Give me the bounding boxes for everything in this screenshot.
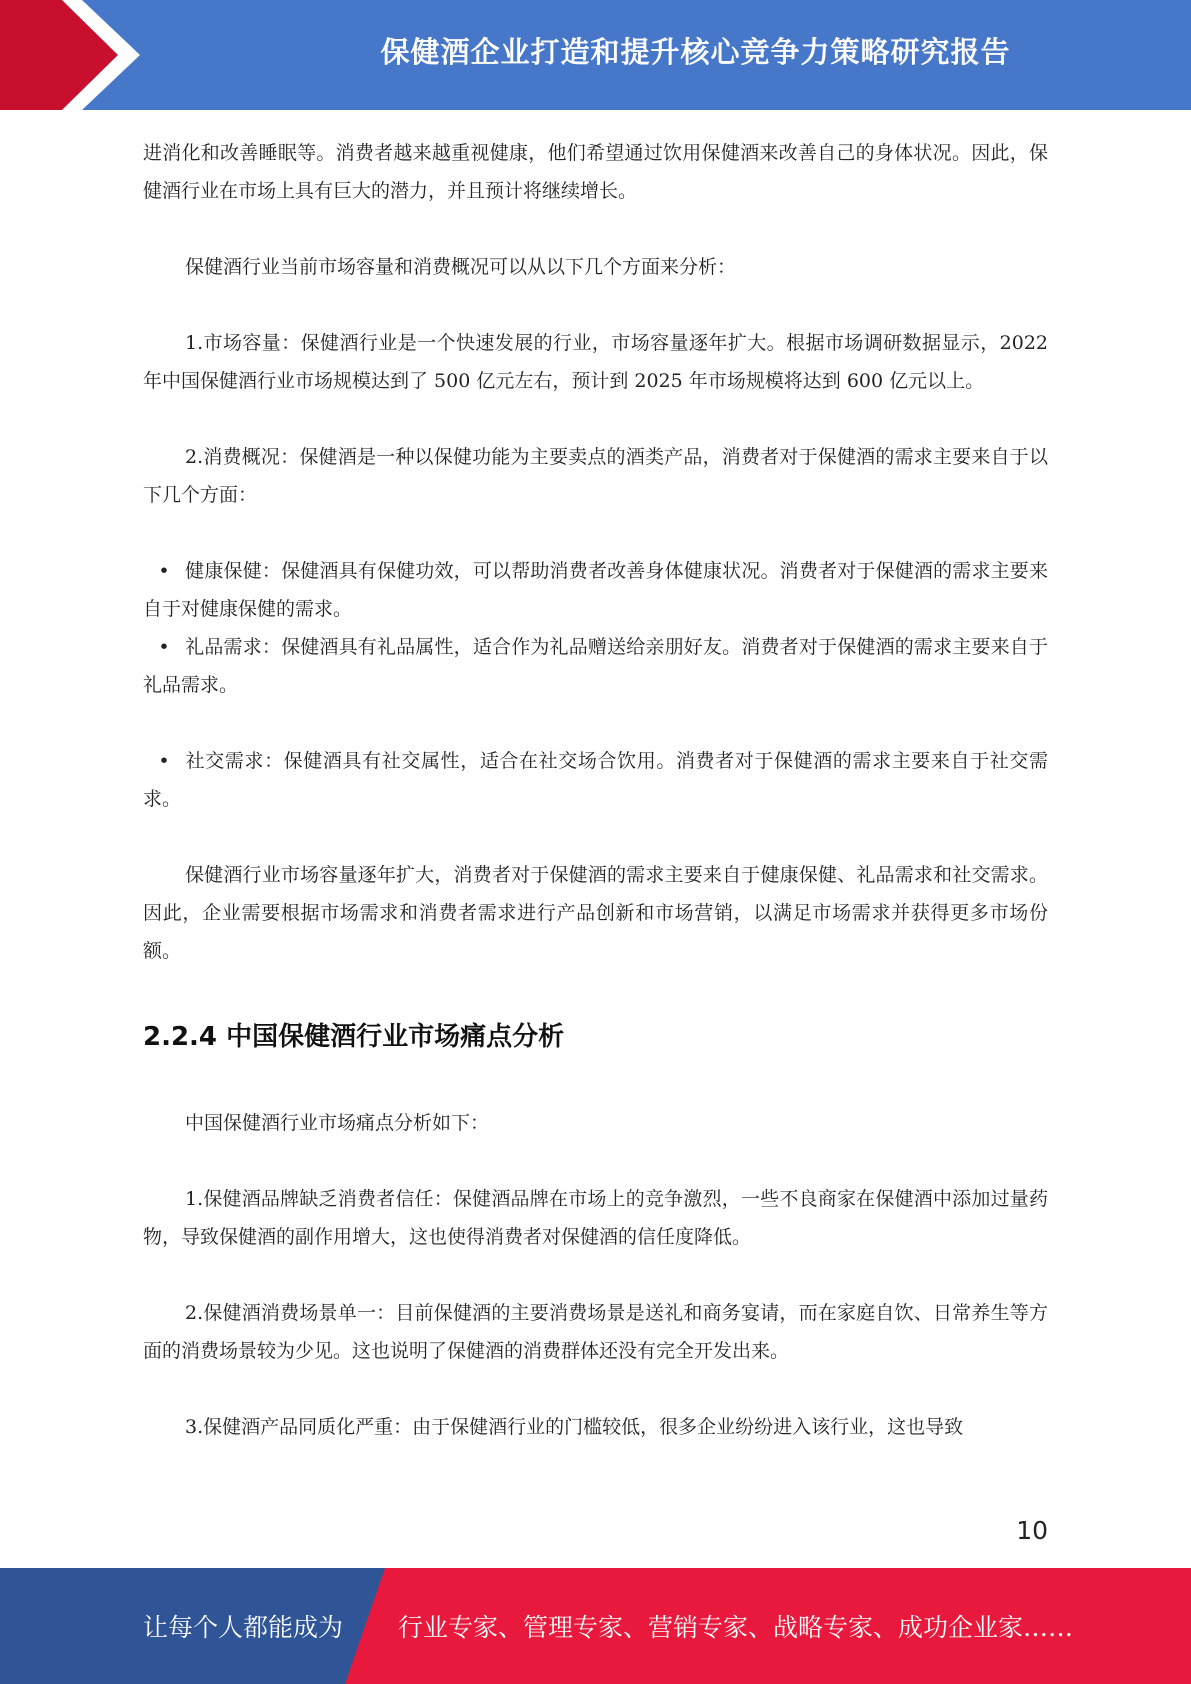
bullet-marker: •	[158, 750, 170, 772]
paragraph-2: 保健酒行业当前市场容量和消费概况可以从以下几个方面来分析：	[185, 256, 737, 278]
section-heading: 2.2.4 中国保健酒行业市场痛点分析	[143, 1022, 565, 1052]
footer-slogan-left: 让每个人都能成为	[143, 1613, 344, 1642]
footer-slogan-right: 行业专家、管理专家、营销专家、战略专家、成功企业家……	[398, 1613, 1074, 1642]
paragraph-consumption: 2.消费概况：保健酒是一种以保健功能为主要卖点的酒类产品，消费者对于保健酒的需求主要来自于以下几个方面：	[143, 446, 1048, 506]
page-footer	[0, 1568, 1191, 1684]
bullet-social: • 社交需求：保健酒具有社交属性，适合在社交场合饮用。消费者对于保健酒的需求主要来自于社交需求。	[143, 742, 1048, 818]
paragraph-summary: 保健酒行业市场容量逐年扩大，消费者对于保健酒的需求主要来自于健康保健、礼品需求和社交需求。因此，企业需要根据市场需求和消费者需求进行产品创新和市场营销，以满足市场需求并获得更多市场份额。	[143, 864, 1048, 962]
bullet-marker: •	[158, 636, 170, 658]
report-title: 保健酒企业打造和提升核心竞争力策略研究报告	[380, 34, 1011, 69]
bullet-health: • 健康保健：保健酒具有保健功效，可以帮助消费者改善身体健康状况。消费者对于保健酒的需求主要来自于对健康保健的需求。	[143, 552, 1048, 628]
paragraph-pain-1: 1.保健酒品牌缺乏消费者信任：保健酒品牌在市场上的竞争激烈，一些不良商家在保健酒中添加过量药物，导致保健酒的副作用增大，这也使得消费者对保健酒的信任度降低。	[143, 1188, 1048, 1248]
header-arrow-ribbon	[0, 0, 160, 110]
page-content	[143, 134, 1048, 1446]
paragraph-pain-intro: 中国保健酒行业市场痛点分析如下：	[185, 1112, 490, 1134]
bullet-gift: • 礼品需求：保健酒具有礼品属性，适合作为礼品赠送给亲朋好友。消费者对于保健酒的需求主要来自于礼品需求。	[143, 628, 1048, 704]
page-header	[0, 0, 1191, 110]
paragraph-1: 进消化和改善睡眠等。消费者越来越重视健康，他们希望通过饮用保健酒来改善自己的身体状况。因此，保健酒行业在市场上具有巨大的潜力，并且预计将继续增长。	[143, 142, 1048, 202]
paragraph-pain-2: 2.保健酒消费场景单一：目前保健酒的主要消费场景是送礼和商务宴请，而在家庭自饮、日常养生等方面的消费场景较为少见。这也说明了保健酒的消费群体还没有完全开发出来。	[143, 1302, 1048, 1362]
bullet-marker: •	[158, 560, 170, 582]
paragraph-pain-3: 3.保健酒产品同质化严重：由于保健酒行业的门槛较低，很多企业纷纷进入该行业，这也导致	[185, 1416, 964, 1438]
paragraph-market-capacity: 1.市场容量：保健酒行业是一个快速发展的行业，市场容量逐年扩大。根据市场调研数据显示，2022 年中国保健酒行业市场规模达到了 500 亿元左右，预计到 2025 年市场规模将达到 600 亿元以上。	[143, 332, 1048, 392]
page-number: 10	[1016, 1516, 1048, 1545]
